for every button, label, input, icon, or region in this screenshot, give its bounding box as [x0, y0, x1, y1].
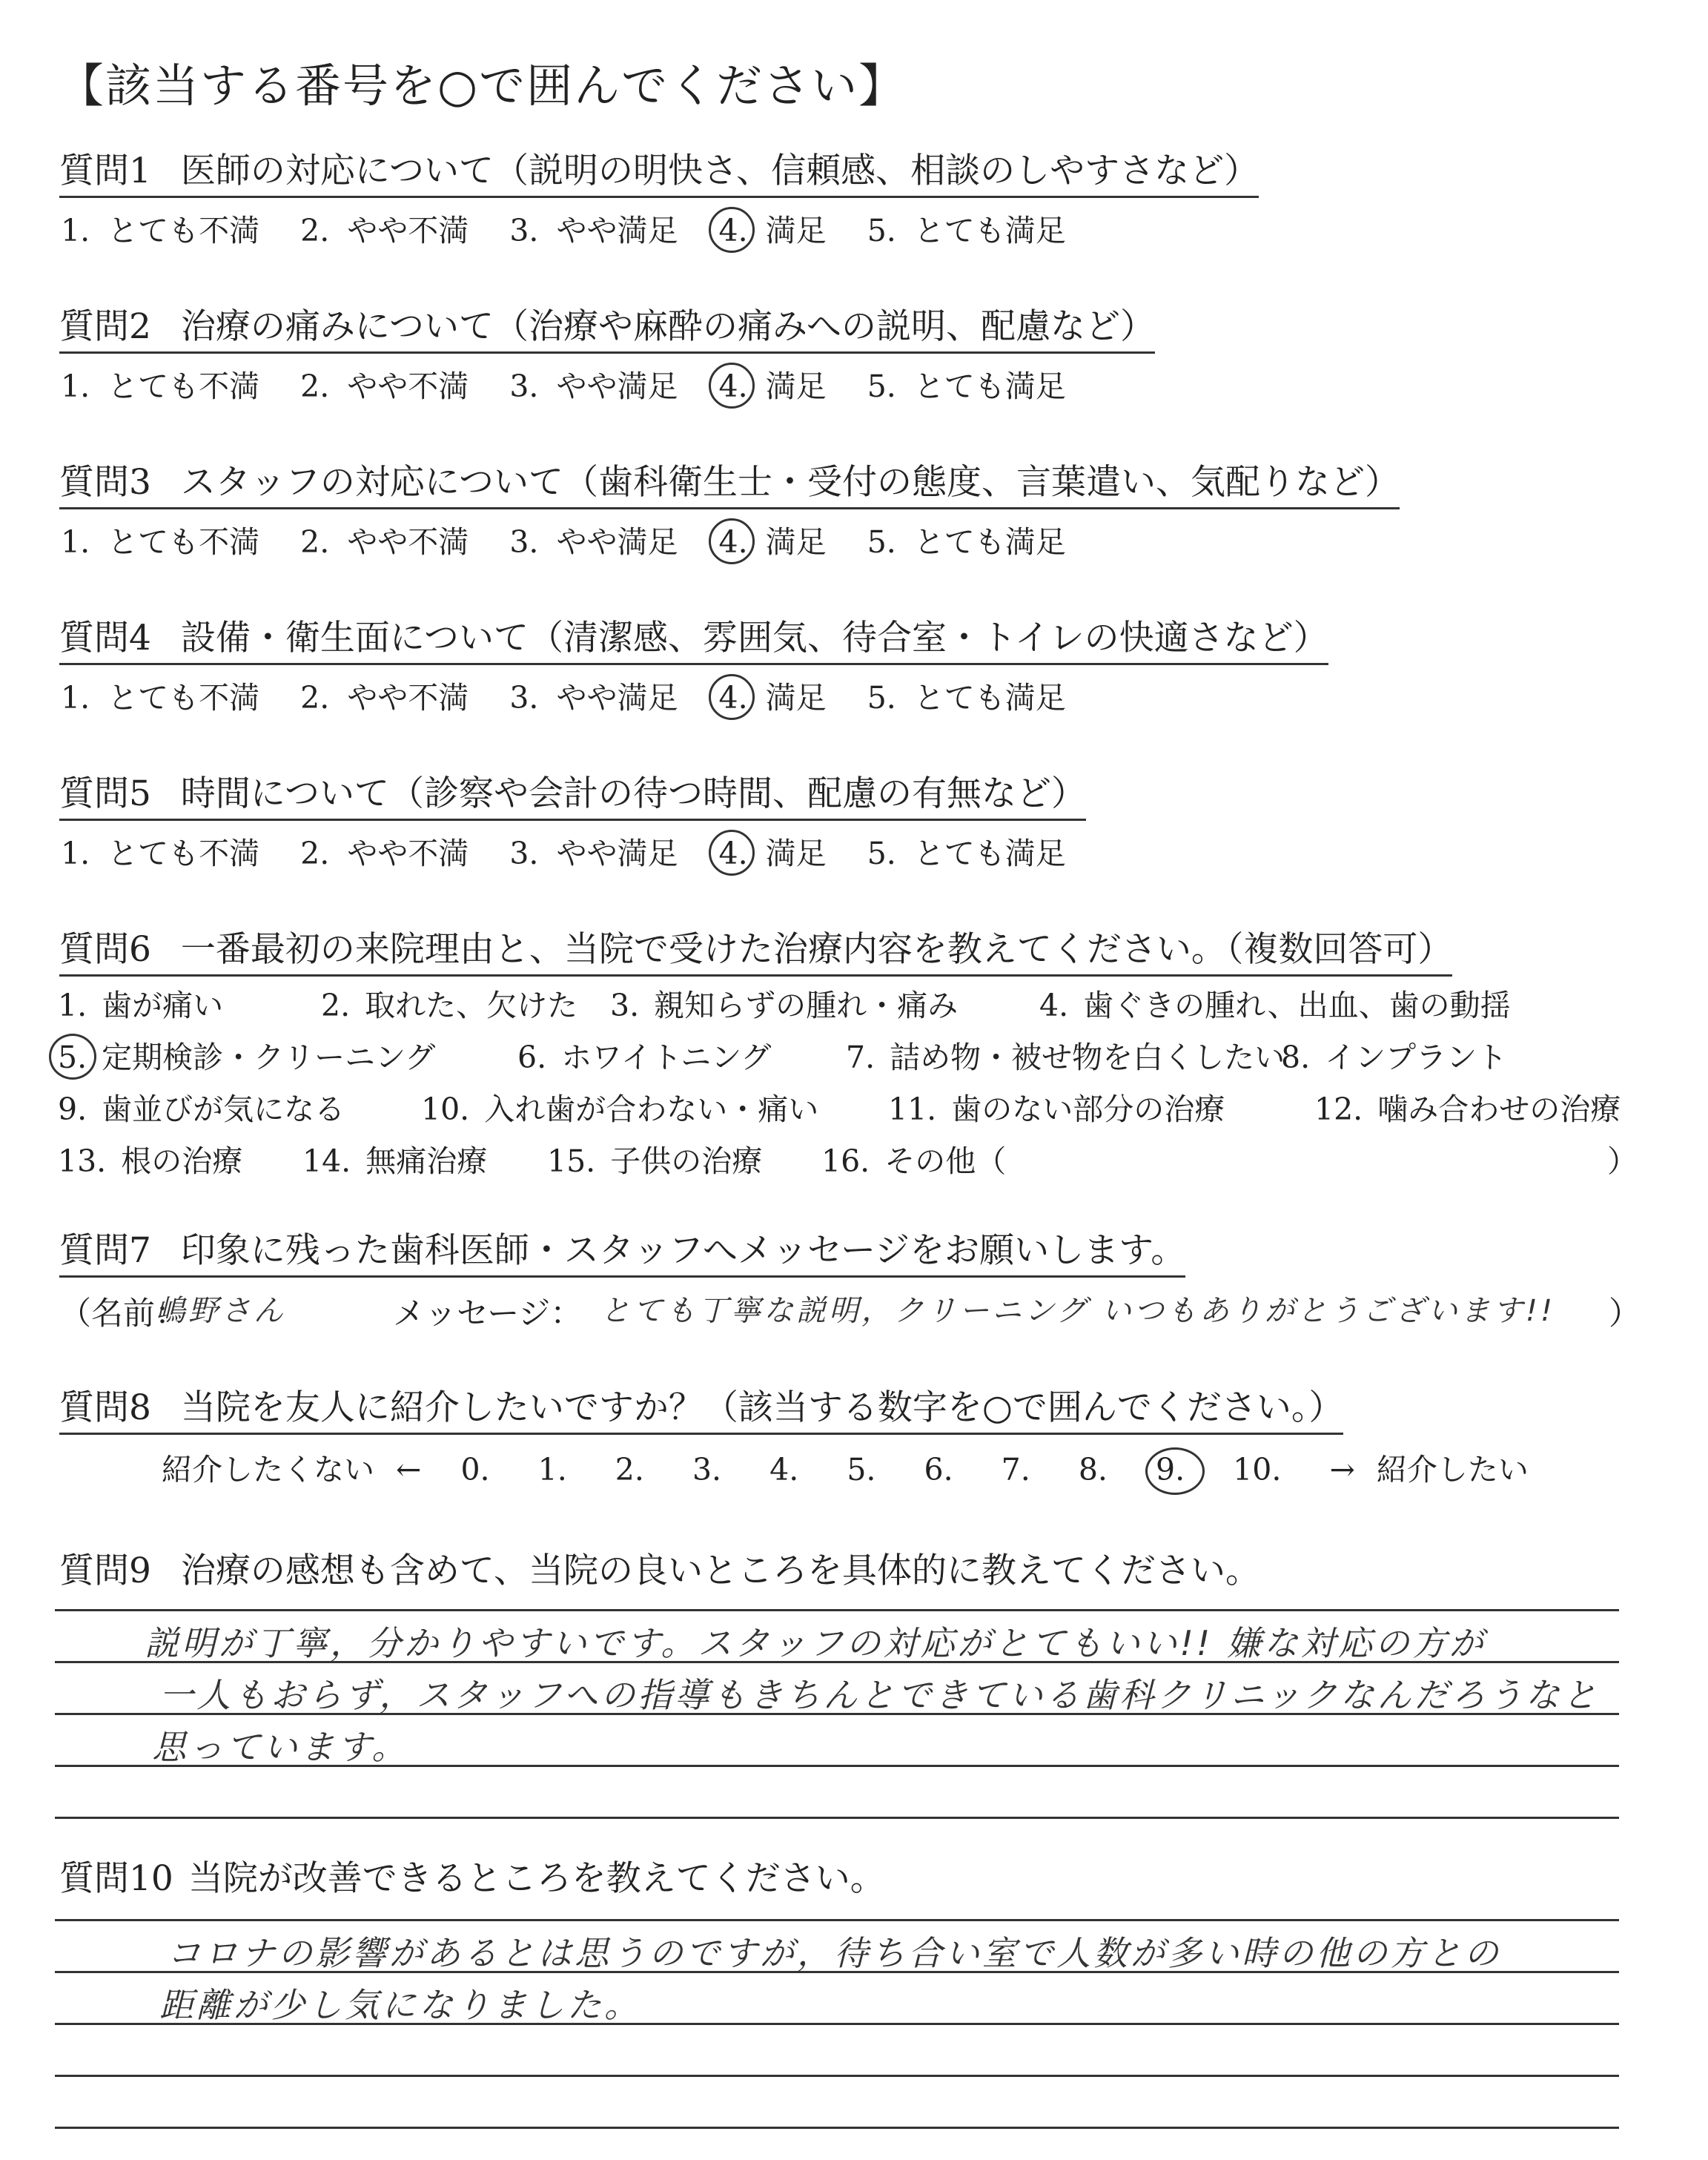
- other-close-paren: ）: [1607, 1143, 1638, 1179]
- q6-option-15[interactable]: 15. 子供の治療: [547, 1143, 763, 1179]
- scale-option[interactable]: 0.: [460, 1452, 490, 1487]
- option-3[interactable]: 3. やや満足: [509, 369, 678, 404]
- question-text: 医師の対応について（説明の明快さ、信頼感、相談のしやすさなど）: [180, 151, 1260, 191]
- scale-option[interactable]: 6.: [924, 1452, 953, 1487]
- question-4-options: [61, 680, 1097, 716]
- option-2[interactable]: 2. やや不満: [300, 369, 469, 404]
- option-5[interactable]: 5. とても満足: [867, 524, 1066, 560]
- rule-line: [55, 1919, 1619, 1921]
- question-text: 時間について（診察や会計の待つ時間、配慮の有無など）: [180, 773, 1086, 814]
- question-text: 当院が改善できるところを教えてください。: [188, 1858, 885, 1899]
- question-number: 質問4: [59, 618, 151, 658]
- option-4-selected[interactable]: 4. 満足: [718, 369, 827, 404]
- right-arrow-icon: →: [1329, 1452, 1355, 1487]
- question-number: 質問8: [59, 1387, 151, 1428]
- option-5[interactable]: 5. とても満足: [867, 213, 1066, 248]
- question-2: [59, 305, 1155, 354]
- option-3[interactable]: 3. やや満足: [509, 680, 678, 716]
- rule-line: [55, 2075, 1619, 2077]
- question-number: 質問6: [59, 929, 151, 970]
- question-number: 質問5: [59, 773, 151, 814]
- question-text: スタッフの対応について（歯科衛生士・受付の態度、言葉遣い、気配りなど）: [180, 462, 1400, 503]
- option-4-selected[interactable]: 4. 満足: [718, 836, 827, 871]
- rule-line: [55, 2127, 1619, 2129]
- scale-option[interactable]: 10.: [1233, 1452, 1282, 1487]
- q6-option-16[interactable]: 16. その他（: [821, 1143, 1007, 1179]
- scale-right-label: 紹介したい: [1376, 1452, 1529, 1487]
- option-3[interactable]: 3. やや満足: [509, 836, 678, 871]
- q6-option-1[interactable]: 1. 歯が痛い: [58, 988, 224, 1023]
- option-2[interactable]: 2. やや不満: [300, 680, 469, 716]
- scale-option[interactable]: 2.: [615, 1452, 644, 1487]
- q6-option-6[interactable]: 6. ホワイトニング: [517, 1040, 772, 1075]
- question-9: [59, 1550, 1260, 1596]
- option-5[interactable]: 5. とても満足: [867, 369, 1066, 404]
- q6-option-12[interactable]: 12. 噛み合わせの治療: [1314, 1091, 1621, 1127]
- question-number: 質問2: [59, 306, 151, 347]
- option-2[interactable]: 2. やや不満: [300, 836, 469, 871]
- q6-option-14[interactable]: 14. 無痛治療: [302, 1143, 488, 1179]
- question-text: 治療の痛みについて（治療や麻酔の痛みへの説明、配慮など）: [180, 306, 1156, 347]
- question-5-options: [61, 836, 1097, 872]
- question-number: 質問9: [59, 1550, 151, 1591]
- option-1[interactable]: 1. とても不満: [61, 524, 260, 560]
- question-8: [59, 1387, 1343, 1435]
- option-3[interactable]: 3. やや満足: [509, 524, 678, 560]
- question-number: 質問10: [59, 1858, 173, 1899]
- message-field[interactable]: とても丁寧な説明，クリーニング いつもありがとうございます!!: [600, 1294, 1555, 1328]
- option-5[interactable]: 5. とても満足: [867, 836, 1066, 871]
- scale-option[interactable]: 4.: [769, 1452, 799, 1487]
- question-7: [59, 1229, 1185, 1278]
- message-close-paren: ）: [1609, 1295, 1641, 1332]
- q9-answer-line-1[interactable]: 説明が丁寧，分かりやすいです。スタッフの対応がとてもいい!! 嫌な対応の方が: [145, 1623, 1486, 1663]
- question-10: [59, 1857, 885, 1903]
- q10-answer-line-2[interactable]: 距離が少し気になりました。: [159, 1985, 641, 2025]
- option-2[interactable]: 2. やや不満: [300, 213, 469, 248]
- q6-option-7[interactable]: 7. 詰め物・被せ物を白くしたい: [846, 1040, 1285, 1075]
- scale-option[interactable]: 1.: [537, 1452, 567, 1487]
- scale-option[interactable]: 8.: [1078, 1452, 1108, 1487]
- rule-line: [55, 1609, 1619, 1611]
- q6-option-8[interactable]: 8. インプラント: [1281, 1040, 1508, 1075]
- q6-option-2[interactable]: 2. 取れた、欠けた: [321, 988, 578, 1023]
- option-1[interactable]: 1. とても不満: [61, 213, 260, 248]
- q10-answer-line-1[interactable]: コロナの影響があるとは思うのですが，待ち合い室で人数が多い時の他の方との: [167, 1933, 1501, 1973]
- question-text: 設備・衛生面について（清潔感、雰囲気、待合室・トイレの快適さなど）: [180, 618, 1328, 658]
- question-4: [59, 617, 1328, 665]
- question-number: 質問3: [59, 462, 151, 503]
- q6-option-3[interactable]: 3. 親知らずの腫れ・痛み: [610, 988, 959, 1023]
- question-number: 質問7: [59, 1230, 151, 1271]
- q6-option-13[interactable]: 13. 根の治療: [58, 1143, 243, 1179]
- question-6: [59, 928, 1452, 977]
- option-5[interactable]: 5. とても満足: [867, 680, 1066, 716]
- q6-option-4[interactable]: 4. 歯ぐきの腫れ、出血、歯の動揺: [1039, 988, 1511, 1023]
- option-1[interactable]: 1. とても不満: [61, 369, 260, 404]
- option-4-selected[interactable]: 4. 満足: [718, 213, 827, 248]
- option-2[interactable]: 2. やや不満: [300, 524, 469, 560]
- question-text: 印象に残った歯科医師・スタッフへメッセージをお願いします。: [180, 1230, 1186, 1271]
- q9-answer-line-3[interactable]: 思っています。: [152, 1727, 409, 1767]
- message-label: メッセージ：: [393, 1295, 583, 1332]
- q9-answer-line-2[interactable]: 一人もおらず，スタッフへの指導もきちんとできている歯科クリニックなんだろうなと: [159, 1675, 1600, 1715]
- question-number: 質問1: [59, 151, 151, 191]
- question-2-options: [61, 369, 1097, 405]
- option-4-selected[interactable]: 4. 満足: [718, 524, 827, 560]
- scale-option[interactable]: 7.: [1001, 1452, 1030, 1487]
- question-text: 一番最初の来院理由と、当院で受けた治療内容を教えてください。（複数回答可）: [180, 929, 1453, 970]
- scale-left-label: 紹介したくない: [162, 1452, 374, 1487]
- q6-option-11[interactable]: 11. 歯のない部分の治療: [888, 1091, 1225, 1127]
- scale-option[interactable]: 5.: [847, 1452, 876, 1487]
- scale-option-selected[interactable]: 9.: [1156, 1452, 1185, 1487]
- left-arrow-icon: ←: [396, 1452, 422, 1487]
- q6-option-10[interactable]: 10. 入れ歯が合わない・痛い: [421, 1091, 819, 1127]
- question-1: [59, 150, 1259, 198]
- q6-option-5-selected[interactable]: 5. 定期検診・クリーニング: [58, 1040, 436, 1075]
- recommend-scale: [162, 1445, 1529, 1489]
- question-text: 当院を友人に紹介したいですか？（該当する数字を○で囲んでください。）: [180, 1387, 1344, 1428]
- question-3-options: [61, 524, 1097, 561]
- scale-option[interactable]: 3.: [692, 1452, 722, 1487]
- question-5: [59, 773, 1086, 821]
- name-label: （名前：: [59, 1295, 187, 1332]
- name-field[interactable]: 嶋野さん: [156, 1294, 286, 1328]
- question-1-options: [61, 213, 1097, 249]
- rule-line: [55, 1817, 1619, 1819]
- option-3[interactable]: 3. やや満足: [509, 213, 678, 248]
- option-4-selected[interactable]: 4. 満足: [718, 680, 827, 716]
- page-title: 【該当する番号を○で囲んでください】: [58, 59, 907, 113]
- question-text: 治療の感想も含めて、当院の良いところを具体的に教えてください。: [180, 1550, 1260, 1591]
- option-1[interactable]: 1. とても不満: [61, 680, 260, 716]
- question-3: [59, 461, 1400, 509]
- q6-option-9[interactable]: 9. 歯並びが気になる: [58, 1091, 345, 1127]
- option-1[interactable]: 1. とても不満: [61, 836, 260, 871]
